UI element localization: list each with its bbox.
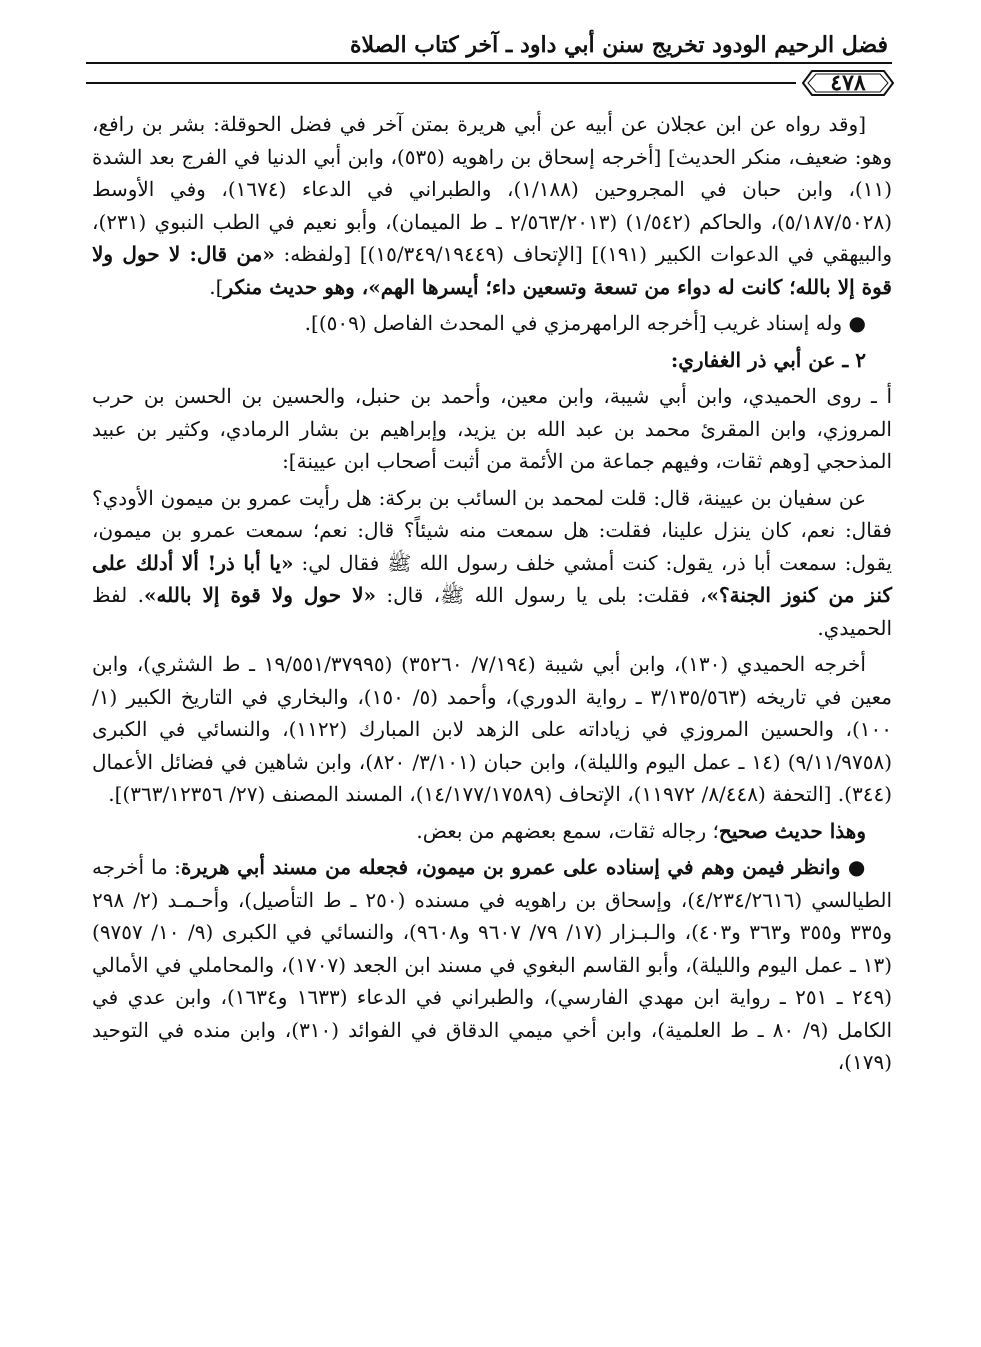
- header-rule-top: [86, 62, 892, 64]
- paragraph-abu-hurayrah-chain: [92, 851, 892, 1079]
- paragraph-takhrij: أخرجه الحميدي (١٣٠)، وابن أبي شيبة (٧/١٩٤/ ٣٥٢٦٠) (١٩/٥٥١/٣٧٩٩٥ ـ ط الشثري)، وابن معين في تاريخه (٣/١٣٥/٥٦٣ ـ رواية الدوري)، وأحمد (٥/ ١٥٠)، والبخاري في التاريخ الكبير (١/ ١٠٠)، والحسين المروزي في زياداته على الزهد لابن المبارك (١١٢٢)، والنسائي في الكبرى (٩/١١/٩٧٥٨) (١٤ ـ عمل اليوم والليلة)، وابن حبان (٣/١٠١/ ٨٢٠)، وابن شاهين في فضائل الأعمال (٣٤٤). [التحفة (٨/٤٤٨/ ١١٩٧٢)، الإتحاف (١٤/١٧٧/١٧٥٨٩)، المسند المصنف (٢٧/ ٣٦٣/١٢٣٥٦)].: [92, 652, 892, 806]
- paragraph-text: . لفظ الحميدي.: [92, 583, 892, 640]
- verdict-bold: وهذا حديث صحيح: [718, 818, 866, 843]
- header-rule-bottom: [86, 82, 796, 84]
- paragraph-verdict: [92, 815, 892, 848]
- paragraph-text: ، فقلت: بلى يا رسول الله ﷺ، قال:: [376, 583, 707, 607]
- paragraph-text: [وقد رواه عن ابن عجلان عن أبيه عن أبي هريرة بمتن آخر في فضل الحوقلة: بشر بن رافع، وهو: ضعيف، منكر الحديث] [أخرجه إسحاق بن راهويه (٥٣٥)، وابن أبي الدنيا في الفرج بعد الشدة (١١)، وابن حبان في المجروحين (١/١٨٨)، والطبراني في الدعاء (١٦٧٤)، وفي الأوسط (٥/١٨٧/٥٠٢٨)، والحاكم (١/٥٤٢) (٢/٥٦٣/٢٠١٣ ـ ط الميمان)، وأبو نعيم في الطب النبوي (٢٣١)، والبيهقي في الدعوات الكبير (١٩١)] [الإتحاف (١٥/٣٤٩/١٩٤٤٩)] [ولفظه:: [92, 112, 893, 266]
- paragraph-gharib-isnad: ● وله إسناد غريب [أخرجه الرامهرمزي في المحدث الفاصل (٥٠٩)].: [304, 311, 866, 335]
- page-header: [86, 30, 892, 96]
- note-bold: ● وانظر فيمن وهم في إسناده على عمرو بن ميمون، فجعله من مسند أبي هريرة: [180, 855, 866, 879]
- running-title: فضل الرحيم الودود تخريج سنن أبي داود ـ آخر كتاب الصلاة: [350, 32, 888, 58]
- paragraph-text-end: ].: [209, 274, 224, 299]
- paragraph-text: ؛ رجاله ثقات، سمع بعضهم من بعض.: [416, 818, 719, 843]
- paragraph-text: عن سفيان بن عيينة، قال: قلت لمحمد بن السائب بن بركة: هل رأيت عمرو بن ميمون الأودي؟ فقال: نعم، كان ينزل علينا، فقلت: هل سمعت منه شيئاً؟ قال: نعم؛ سمعت عمرو بن ميمون، يقول: سمعت أبا ذر، يقول: كنت أمشي خلف رسول الله ﷺ فقال لي:: [92, 485, 893, 575]
- page-number-ornament: [802, 70, 894, 96]
- page-body: [92, 108, 892, 1079]
- paragraph-hadith-text: [92, 482, 892, 645]
- section-heading-abu-dharr: ٢ ـ عن أبي ذر الغفاري:: [670, 347, 866, 372]
- paragraph-narrators: أ ـ روى الحميدي، وابن أبي شيبة، وابن معين، وأحمد بن حنبل، والحسين بن الحسن بن حرب المروزي، وابن المقرئ محمد بن عبد الله بن يزيد، وإبراهيم بن بشار الرمادي، وكثير بن عبيد المذحجي [وهم ثقات، وفيهم جماعة من الأئمة من أثبت أصحاب ابن عيينة]:: [92, 384, 892, 473]
- hadith-quote-bold: «لا حول ولا قوة إلا بالله»: [143, 583, 376, 607]
- hadith-quote-bold: «من قال: لا حول ولا قوة إلا بالله؛ كانت له دواء من تسعة وتسعين داء؛ أيسرها الهم»، وهو حديث منكر: [92, 242, 892, 299]
- paragraph-ibn-ajlan: [92, 108, 892, 303]
- paragraph-text: : ما أخرجه الطيالسي (٤/٢٣٤/٢٦١٦)، وإسحاق بن راهويه في مسنده (٢٥٠ ـ ط التأصيل)، وأحـمـد (٢/ ٢٩٨ و٣٣٥ و٣٥٥ و٣٦٣ و٤٠٣)، والـبـزار (١٧/ ٧٩/ ٩٦٠٧ و٩٦٠٨)، والنسائي في الكبرى (٩/ ١٠/ ٩٧٥٧) (١٣ ـ عمل اليوم والليلة)، وأبو القاسم البغوي في مسند ابن الجعد (١٧٠٧)، والمحاملي في الأمالي (٢٤٩ ـ ٢٥١ ـ رواية ابن مهدي الفارسي)، والطبراني في الدعاء (١٦٣٣ و١٦٣٤)، وابن عدي في الكامل (٩/ ٨٠ ـ ط العلمية)، وابن أخي ميمي الدقاق في الفوائد (٣١٠)، وابن منده في التوحيد (١٧٩)،: [92, 855, 893, 1074]
- page-number: ٤٧٨: [830, 70, 866, 96]
- hadith-quote-bold: «يا أبا ذر! ألا أدلك على كنز من كنوز الجنة؟»: [92, 550, 892, 607]
